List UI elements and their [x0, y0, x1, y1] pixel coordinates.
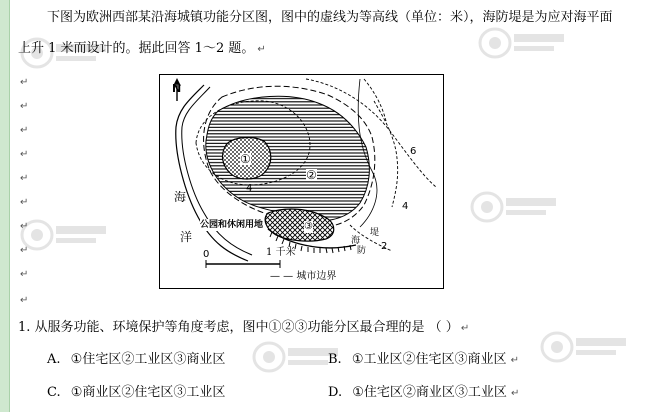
contour-line-upper: [364, 79, 386, 121]
paragraph-mark: ↵: [257, 44, 266, 55]
paragraph-mark: ↵: [20, 269, 29, 280]
paragraph-mark: ↵: [20, 295, 29, 306]
paragraph-mark: ↵: [20, 101, 29, 112]
option-d-letter: D.: [328, 385, 343, 400]
watermark-logo: [470, 190, 560, 224]
scale-zero-label: 0: [203, 249, 210, 260]
paragraph-mark: ↵: [460, 323, 470, 334]
watermark-logo: [540, 330, 630, 364]
paragraph-mark: ↵: [511, 388, 520, 399]
city-boundary-legend: — — 城市边界: [270, 271, 337, 282]
paragraph-mark: ↵: [20, 245, 29, 256]
sea-label-2: 洋: [180, 230, 193, 244]
contour-label-6: 6: [410, 146, 417, 157]
question-stem-text: 1. 从服务功能、环境保护等角度考虑，图中①②③功能分区最合理的是 （ ）: [18, 320, 459, 335]
sea-label-1: 海: [174, 190, 187, 204]
watermark-logo: [478, 26, 568, 60]
contour-label-2: 2: [381, 241, 388, 252]
paragraph-mark: ↵: [20, 173, 29, 184]
dike-label-1: 海: [351, 236, 361, 246]
option-d-text: ①住宅区②商业区③工业区: [352, 385, 507, 400]
zone-2-label: ②: [306, 168, 317, 182]
intro-line-2-text: 上升 1 米而设计的。据此回答 1～2 题。: [18, 41, 255, 56]
option-d[interactable]: [328, 385, 519, 401]
contour-label-4-outer: 4: [402, 201, 409, 212]
option-a[interactable]: [47, 352, 225, 368]
zone-3-label: ③: [304, 221, 313, 232]
option-a-text: ①住宅区②工业区③商业区: [70, 352, 226, 367]
paragraph-mark: ↵: [510, 355, 520, 366]
option-c[interactable]: [47, 385, 225, 401]
paragraph-mark: ↵: [20, 197, 29, 208]
intro-line-2: [18, 41, 266, 57]
option-b[interactable]: [328, 352, 519, 368]
paragraph-mark: ↵: [20, 125, 29, 136]
option-c-text: ①商业区②住宅区③工业区: [70, 385, 226, 400]
north-label: N: [172, 82, 182, 95]
option-a-letter: A.: [47, 352, 61, 367]
option-c-letter: C.: [47, 385, 61, 400]
option-b-letter: B.: [328, 352, 342, 367]
scale-km-label: 1 千米: [266, 247, 296, 258]
left-margin-strip: [0, 0, 10, 412]
paragraph-mark: ↵: [20, 149, 29, 160]
dike-label-2: 防: [357, 246, 367, 256]
question-stem: [18, 320, 469, 336]
town-zoning-map: [159, 74, 444, 289]
paragraph-mark: ↵: [20, 221, 29, 232]
contour-label-4-inner: 4: [246, 183, 253, 194]
zone-1-label: ①: [240, 152, 251, 166]
option-b-text: ①工业区②住宅区③商业区: [351, 352, 507, 367]
park-label: 公园和休闲用地: [200, 220, 264, 230]
watermark-logo: [20, 218, 110, 252]
dike-label-3: 堤: [370, 228, 380, 238]
paragraph-mark: ↵: [20, 77, 29, 88]
intro-line-1: 下图为欧洲西部某沿海城镇功能分区图，图中的虚线为等高线（单位：米），海防堤是为应对海平面: [47, 10, 613, 25]
